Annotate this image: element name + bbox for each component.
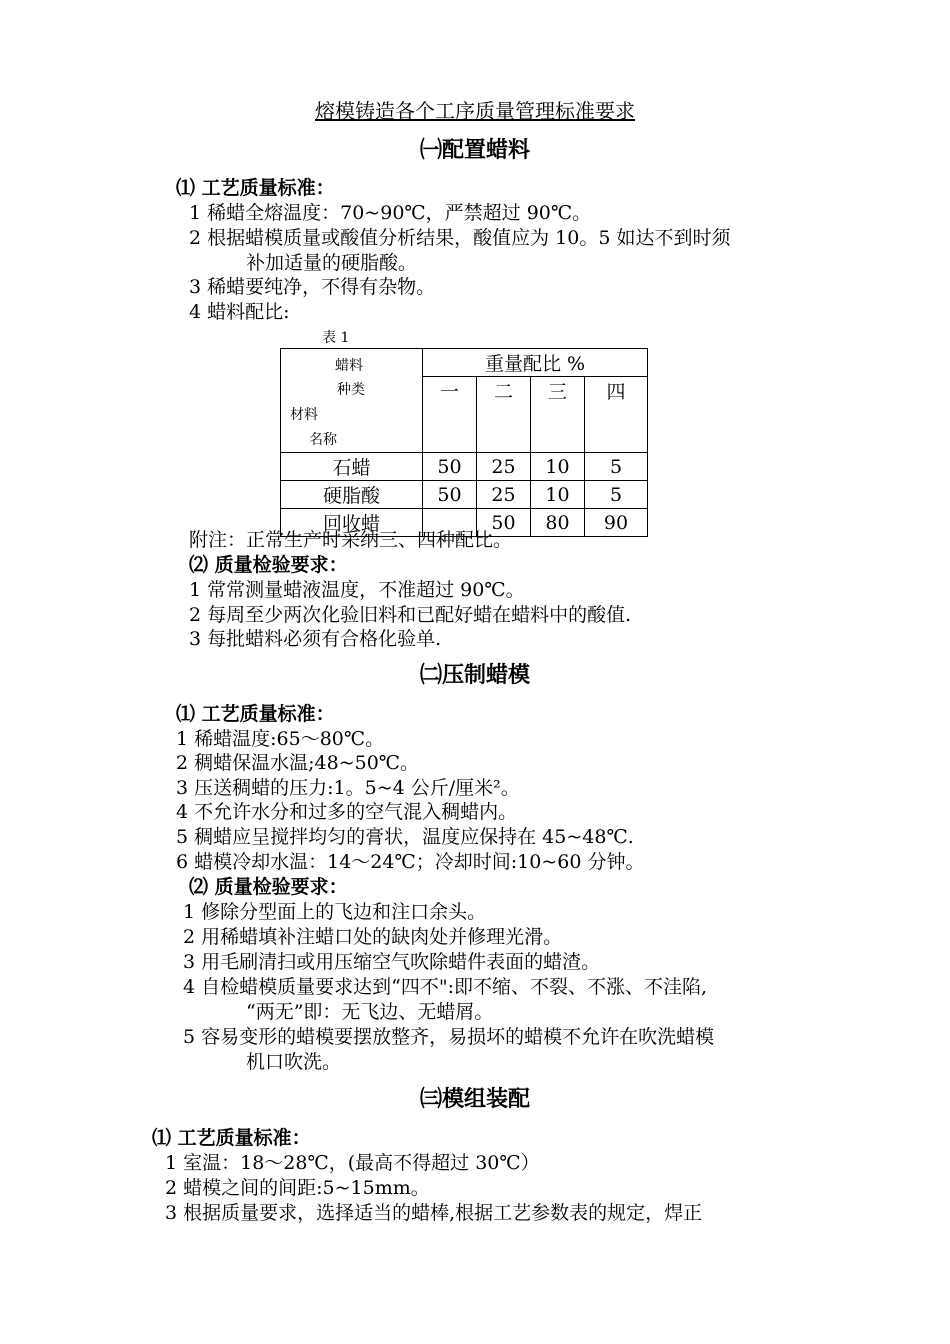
process-item: 3 根据质量要求，选择适当的蜡棒,根据工艺参数表的规定，焊正	[165, 1202, 703, 1224]
inspection-title-1: ⑵ 质量检验要求：	[189, 554, 348, 576]
inspection-item: 1 常常测量蜡液温度，不准超过 90℃。	[189, 579, 525, 601]
inspection-item: 1 修除分型面上的飞边和注口余头。	[183, 901, 487, 923]
row-name: 回收蜡	[281, 509, 423, 537]
inspection-item-continuation: “两无”即：无飞边、无蜡屑。	[246, 1001, 494, 1023]
process-standard-title-3: ⑴ 工艺质量标准：	[152, 1127, 311, 1149]
inspection-item: 3 用毛刷清扫或用压缩空气吹除蜡件表面的蜡渣。	[183, 951, 601, 973]
process-item: 1 室温：18～28℃，(最高不得超过 30℃）	[165, 1152, 540, 1174]
process-item: 2 蜡模之间的间距:5~15mm。	[165, 1177, 430, 1199]
process-item: 3 压送稠蜡的压力:1。5~4 公斤/厘米²。	[176, 777, 520, 799]
process-standard-title-2: ⑴ 工艺质量标准：	[176, 703, 335, 725]
table-cell: 50	[477, 509, 531, 537]
inspection-item-continuation: 机口吹洗。	[246, 1051, 342, 1073]
header-group-cell: 重量配比 %	[423, 349, 648, 377]
inspection-item: 4 自检蜡模质量要求达到“四不":即不缩、不裂、不涨、不洼陷,	[183, 976, 708, 998]
section-heading-3: ㈢模组装配	[419, 1086, 530, 1112]
corner-label: 种类	[337, 381, 365, 398]
inspection-item: 2 用稀蜡填补注蜡口处的缺肉处并修理光滑。	[183, 926, 563, 948]
table-cell: 50	[423, 481, 477, 509]
table-cell: 5	[585, 481, 648, 509]
process-item: 5 稠蜡应呈搅拌均匀的膏状，温度应保持在 45~48℃.	[176, 826, 634, 848]
wax-ratio-table	[280, 348, 648, 537]
inspection-item: 5 容易变形的蜡模要摆放整齐，易损坏的蜡模不允许在吹洗蜡模	[183, 1026, 715, 1048]
table-cell: 90	[585, 509, 648, 537]
row-name: 石蜡	[281, 453, 423, 481]
process-item: 2 根据蜡模质量或酸值分析结果，酸值应为 10。5 如达不到时须	[189, 227, 731, 249]
column-header: 三	[531, 377, 585, 453]
table-cell: 25	[477, 481, 531, 509]
column-header: 一	[423, 377, 477, 453]
section-heading-2: ㈡压制蜡模	[419, 662, 530, 688]
table-note: 附注：正常生产时采纳三、四种配比。	[189, 529, 513, 551]
row-name: 硬脂酸	[281, 481, 423, 509]
process-standard-title-1: ⑴ 工艺质量标准：	[176, 177, 335, 199]
process-item: 2 稠蜡保温水温;48~50℃。	[176, 752, 420, 774]
corner-label: 蜡料	[335, 357, 363, 374]
table-row	[281, 453, 648, 481]
inspection-item: 3 每批蜡料必须有合格化验单.	[189, 628, 442, 650]
process-item: 6 蜡模冷却水温：14～24℃；冷却时间:10~60 分钟。	[176, 851, 645, 873]
process-item: 1 稀蜡温度:65～80℃。	[176, 728, 385, 750]
inspection-title-2: ⑵ 质量检验要求：	[189, 876, 348, 898]
table-cell: 10	[531, 453, 585, 481]
corner-label: 材料	[290, 406, 318, 423]
table-row	[281, 481, 648, 509]
process-item: 4 不允许水分和过多的空气混入稠蜡内。	[176, 801, 518, 823]
column-header: 二	[477, 377, 531, 453]
corner-label: 名称	[309, 431, 337, 448]
corner-header-cell	[281, 349, 423, 453]
inspection-item: 2 每周至少两次化验旧料和已配好蜡在蜡料中的酸值.	[189, 604, 632, 626]
section-heading-1: ㈠配置蜡料	[419, 137, 530, 163]
table-cell: 25	[477, 453, 531, 481]
column-header: 四	[585, 377, 648, 453]
table-caption: 表 1	[322, 330, 350, 346]
process-item: 4 蜡料配比:	[189, 301, 290, 323]
table-cell: 5	[585, 453, 648, 481]
process-item: 1 稀蜡全熔温度：70~90℃，严禁超过 90℃。	[189, 202, 592, 224]
document-title: 熔模铸造各个工序质量管理标准要求	[315, 99, 635, 123]
table-cell: 50	[423, 453, 477, 481]
table-cell: 10	[531, 481, 585, 509]
process-item-continuation: 补加适量的硬脂酸。	[246, 252, 418, 274]
process-item: 3 稀蜡要纯净，不得有杂物。	[189, 276, 436, 298]
table-cell: 80	[531, 509, 585, 537]
